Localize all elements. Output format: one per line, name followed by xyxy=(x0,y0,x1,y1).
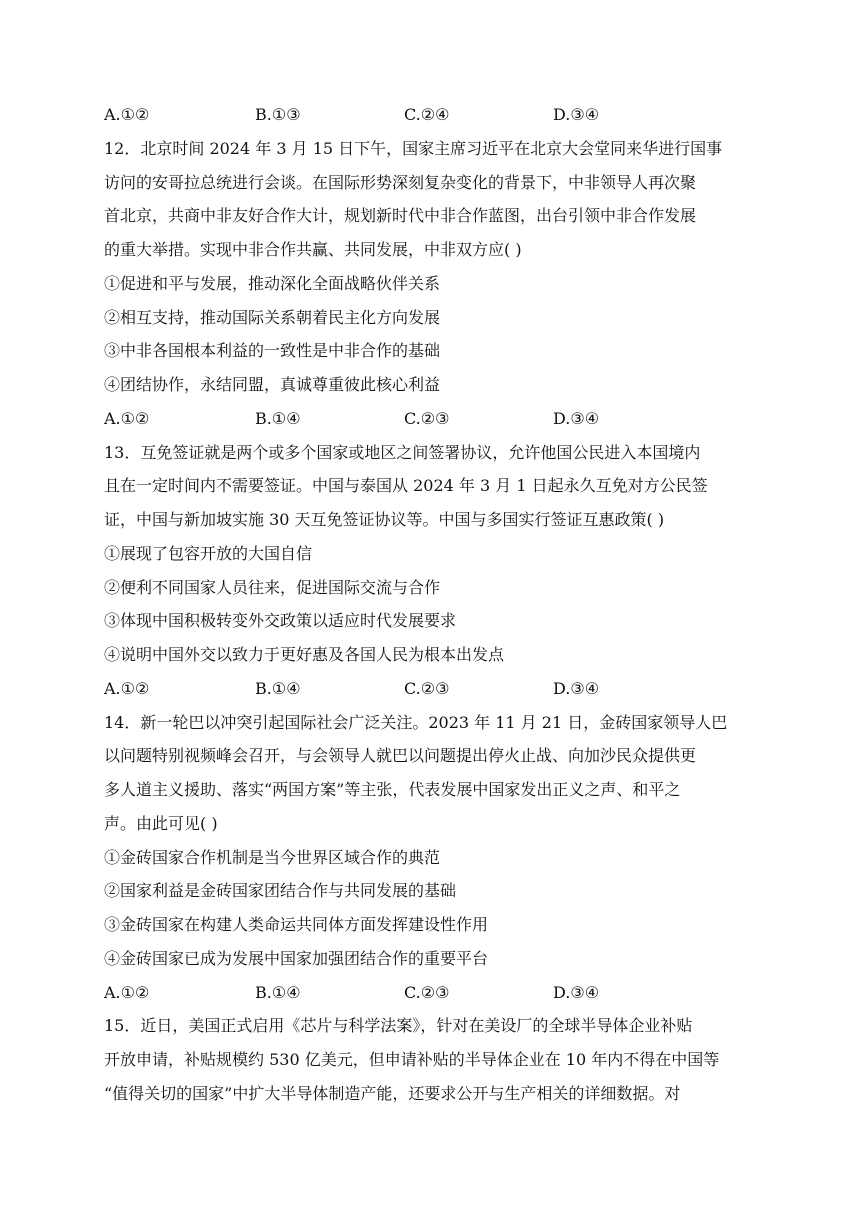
q15-stem-line: 开放申请，补贴规模约 530 亿美元，但申请补贴的半导体企业在 10 年内不得在中国等 xyxy=(104,1050,720,1069)
q11-option-a[interactable]: A.①② xyxy=(104,105,150,124)
q12-statement: ②相互支持，推动国际关系朝着民主化方向发展 xyxy=(104,308,441,327)
q14-stem-line: 声。由此可见( ) xyxy=(104,814,218,833)
q13-option-b[interactable]: B.①④ xyxy=(255,679,301,698)
q13-option-a[interactable]: A.①② xyxy=(104,679,150,698)
q14-stem-line: 以问题特别视频峰会召开，与会领导人就巴以问题提出停火止战、向加沙民众提供更 xyxy=(104,746,697,765)
q14-statement: ①金砖国家合作机制是当今世界区域合作的典范 xyxy=(104,848,441,867)
q12-statement: ①促进和平与发展，推动深化全面战略伙伴关系 xyxy=(104,274,441,293)
q14-statement: ③金砖国家在构建人类命运共同体方面发挥建设性作用 xyxy=(104,915,489,934)
q11-option-d[interactable]: D.③④ xyxy=(553,105,600,124)
q14-statement: ④金砖国家已成为发展中国家加强团结合作的重要平台 xyxy=(104,949,489,968)
q11-options xyxy=(104,104,764,126)
q15-stem-line: “值得关切的国家”中扩大半导体制造产能，还要求公开与生产相关的详细数据。对 xyxy=(104,1084,681,1103)
q13-stem-line: 13．互免签证就是两个或多个国家或地区之间签署协议，允许他国公民进入本国境内 xyxy=(104,443,701,462)
q12-stem-line: 首北京，共商中非友好合作大计，规划新时代中非合作蓝图，出台引领中非合作发展 xyxy=(104,206,697,225)
q14-options xyxy=(104,982,764,1004)
q12-option-d[interactable]: D.③④ xyxy=(553,409,600,428)
q13-statement: ③体现中国积极转变外交政策以适应时代发展要求 xyxy=(104,611,457,630)
q13-statement: ④说明中国外交以致力于更好惠及各国人民为根本出发点 xyxy=(104,645,505,664)
q12-option-c[interactable]: C.②③ xyxy=(404,409,450,428)
q11-option-c[interactable]: C.②④ xyxy=(404,105,450,124)
q15-stem-line: 15．近日，美国正式启用《芯片与科学法案》，针对在美设厂的全球半导体企业补贴 xyxy=(104,1016,693,1035)
q14-option-b[interactable]: B.①④ xyxy=(255,983,301,1002)
q14-option-a[interactable]: A.①② xyxy=(104,983,150,1002)
q12-option-a[interactable]: A.①② xyxy=(104,409,150,428)
q13-statement: ②便利不同国家人员往来，促进国际交流与合作 xyxy=(104,578,441,597)
q12-statement: ④团结协作，永结同盟，真诚尊重彼此核心利益 xyxy=(104,375,441,394)
q13-option-d[interactable]: D.③④ xyxy=(553,679,600,698)
q12-stem-line: 的重大举措。实现中非合作共赢、共同发展，中非双方应( ) xyxy=(104,240,522,259)
q12-options xyxy=(104,408,764,430)
q12-stem-line: 12．北京时间 2024 年 3 月 15 日下午，国家主席习近平在北京大会堂同来华进行国事 xyxy=(104,139,723,158)
q13-options xyxy=(104,678,764,700)
q14-stem-line: 多人道主义援助、落实“两国方案”等主张，代表发展中国家发出正义之声、和平之 xyxy=(104,780,681,799)
q11-option-b[interactable]: B.①③ xyxy=(255,105,301,124)
q12-stem-line: 访问的安哥拉总统进行会谈。在国际形势深刻复杂变化的背景下，中非领导人再次聚 xyxy=(104,173,697,192)
q12-statement: ③中非各国根本利益的一致性是中非合作的基础 xyxy=(104,341,441,360)
q13-stem-line: 且在一定时间内不需要签证。中国与泰国从 2024 年 3 月 1 日起永久互免对方公民签 xyxy=(104,476,708,495)
q13-stem-line: 证，中国与新加坡实施 30 天互免签证协议等。中国与多国实行签证互惠政策( ) xyxy=(104,510,665,529)
q13-statement: ①展现了包容开放的大国自信 xyxy=(104,544,313,563)
q14-option-d[interactable]: D.③④ xyxy=(553,983,600,1002)
q12-option-b[interactable]: B.①④ xyxy=(255,409,301,428)
q14-statement: ②国家利益是金砖国家团结合作与共同发展的基础 xyxy=(104,881,457,900)
q14-stem-line: 14．新一轮巴以冲突引起国际社会广泛关注。2023 年 11 月 21 日，金砖国家领导人巴 xyxy=(104,713,728,732)
q14-option-c[interactable]: C.②③ xyxy=(404,983,450,1002)
q13-option-c[interactable]: C.②③ xyxy=(404,679,450,698)
